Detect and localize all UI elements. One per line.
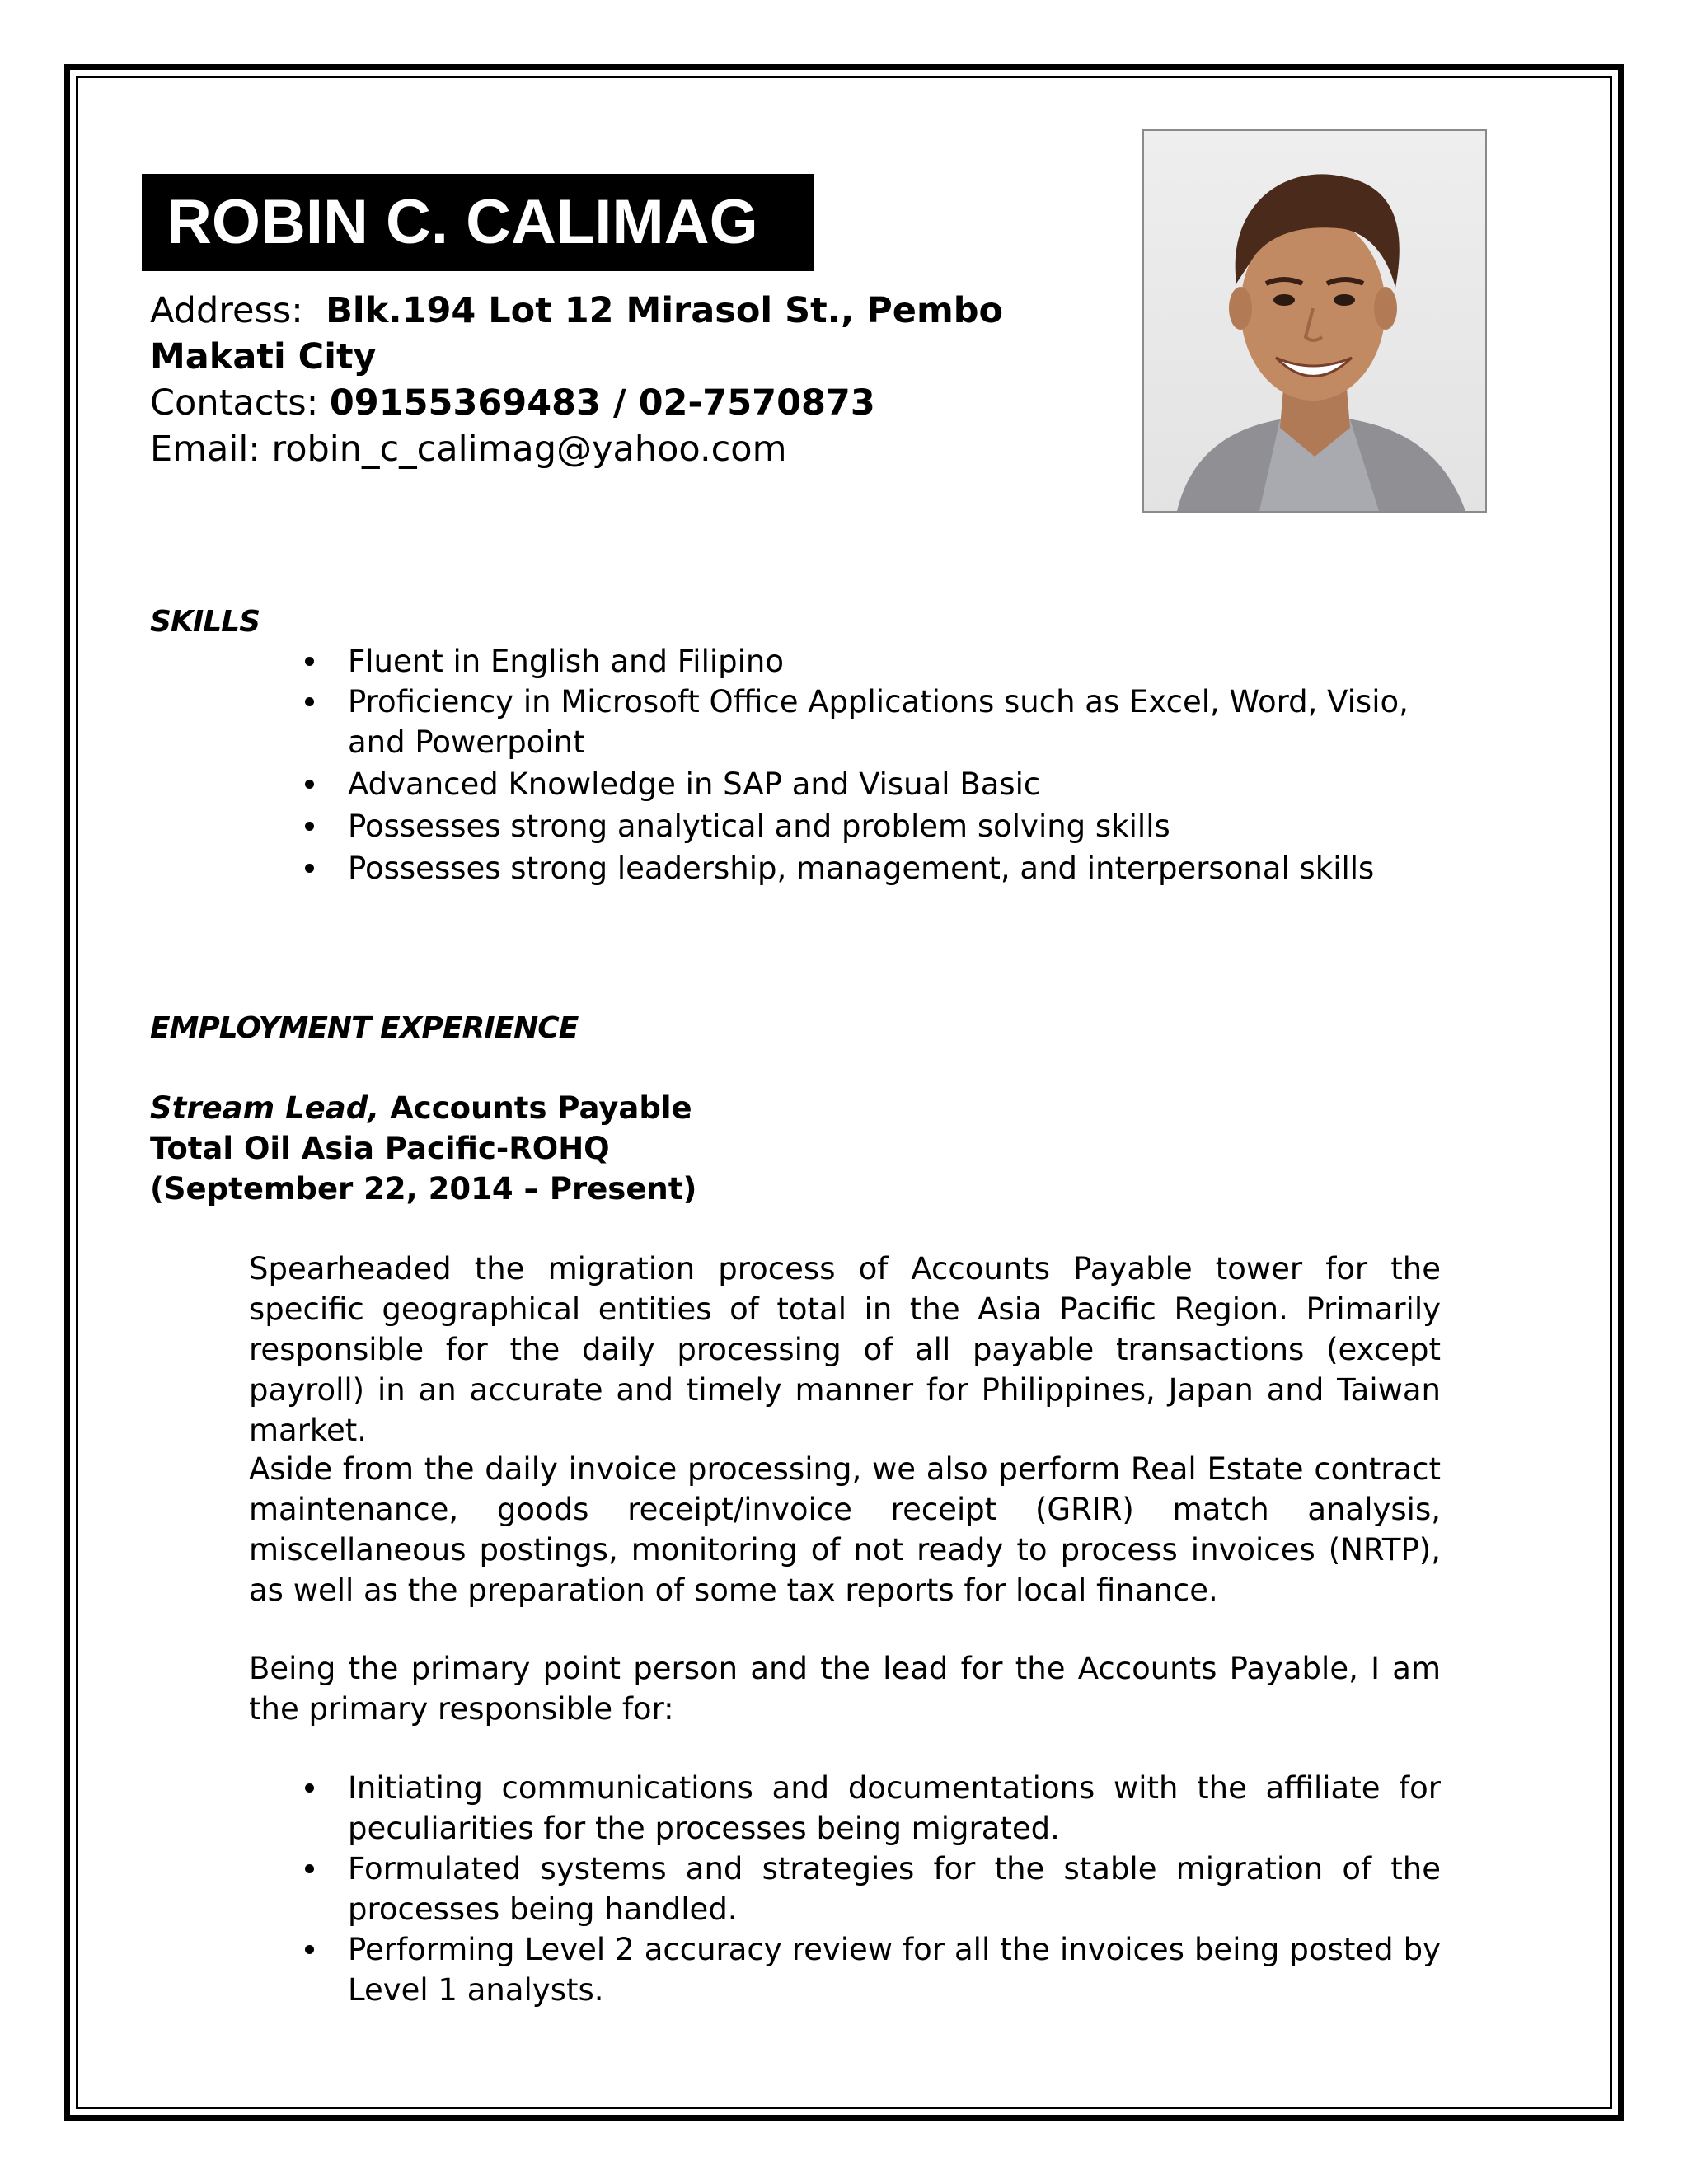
skill-item: Fluent in English and Filipino (300, 641, 1454, 682)
responsibility-item: Initiating communications and documentations with the affiliate for peculiarities for the processes being migrated. (300, 1768, 1441, 1849)
skill-item: Possesses strong leadership, management, and interpersonal skills (300, 848, 1454, 888)
skills-heading: SKILLS (150, 605, 260, 639)
skills-list (300, 641, 1454, 888)
contacts-label: Contacts: (150, 382, 319, 424)
skill-item: Possesses strong analytical and problem solving skills (300, 806, 1454, 846)
job-position: Stream Lead, (150, 1090, 380, 1126)
left-ear (1229, 287, 1252, 330)
email-value: robin_c_calimag@yahoo.com (271, 429, 787, 470)
contacts-value: 09155369483 / 02-7570873 (329, 382, 875, 424)
job-description-paragraph: Aside from the daily invoice processing, we also perform Real Estate contract maintenance, goods receipt/invoice receipt (GRIR) match analysis, miscellaneous postings, monitoring of not ready to process invoices (NRTP), as well as the preparation of some tax reports for local finance. (249, 1451, 1441, 1608)
job-title-line (150, 1088, 692, 1128)
address-value-line2: Makati City (150, 336, 377, 377)
address-label: Address: (150, 290, 303, 331)
address-value-line1: Blk.194 Lot 12 Mirasol St., Pembo (326, 290, 1004, 331)
left-eye (1273, 294, 1295, 306)
address-line-2 (150, 334, 377, 380)
contacts-line (150, 380, 875, 426)
responsibility-item: Performing Level 2 accuracy review for all the invoices being posted by Level 1 analysts. (300, 1929, 1441, 2010)
job-department: Accounts Payable (390, 1090, 692, 1126)
email-label: Email: (150, 429, 260, 470)
applicant-name: ROBIN C. CALIMAG (142, 174, 814, 271)
address-line (150, 288, 1003, 334)
job-description-paragraph: Being the primary point person and the lead for the Accounts Payable, I am the primary responsible for: (249, 1651, 1441, 1727)
job-period: (September 22, 2014 – Present) (150, 1171, 697, 1207)
skill-item: Proficiency in Microsoft Office Applications such as Excel, Word, Visio, and Powerpoint (300, 682, 1454, 762)
applicant-photo (1142, 129, 1487, 513)
responsibility-item: Formulated systems and strategies for the stable migration of the processes being handled. (300, 1849, 1441, 1929)
right-ear (1374, 287, 1397, 330)
portrait-illustration (1144, 131, 1485, 511)
right-eye (1334, 294, 1355, 306)
responsibilities-list (300, 1768, 1441, 2010)
job-description-paragraph: Spearheaded the migration process of Accounts Payable tower for the specific geographical entities of total in the Asia Pacific Region. Primarily responsible for the daily processing of all payable transactions (except payroll) in an accurate and timely manner for Philippines, Japan and Taiwan market. (249, 1251, 1441, 1448)
employment-heading: EMPLOYMENT EXPERIENCE (150, 1011, 579, 1045)
job-company: Total Oil Asia Pacific-ROHQ (150, 1131, 610, 1166)
email-line (150, 426, 786, 472)
skill-item: Advanced Knowledge in SAP and Visual Basic (300, 764, 1454, 804)
